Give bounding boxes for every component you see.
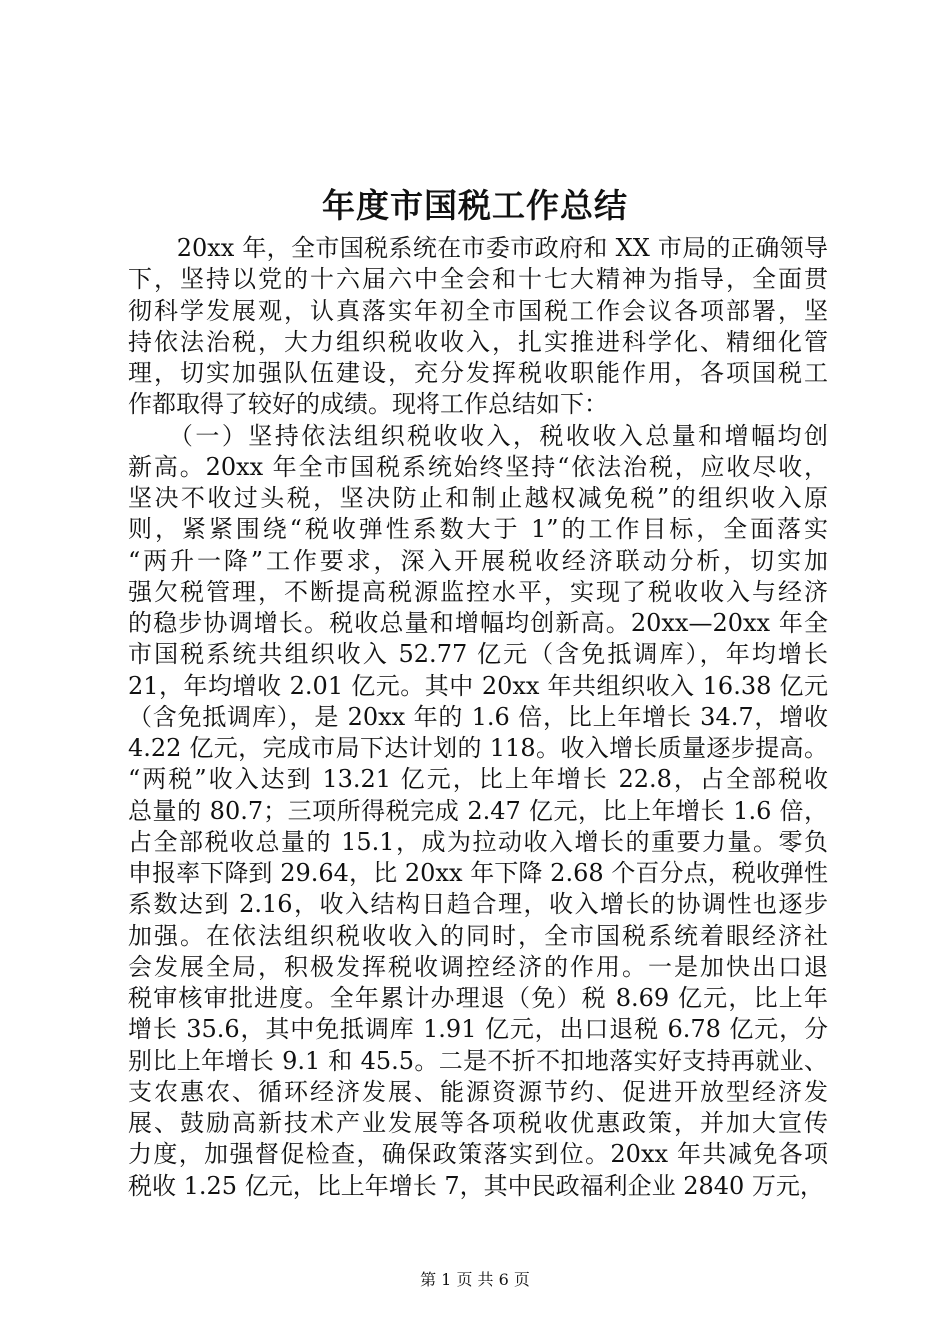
body-line: 总量的 80.7；三项所得税完成 2.47 亿元，比上年增长 1.6 倍， <box>128 796 828 825</box>
body-line: 占全部税收总量的 15.1，成为拉动收入增长的重要力量。零负 <box>128 827 828 856</box>
body-line: 税审核审批进度。全年累计办理退（免）税 8.69 亿元，比上年 <box>128 984 828 1012</box>
body-line: 会发展全局，积极发挥税收调控经济的作用。一是加快出口退 <box>128 952 828 981</box>
body-line: 持依法治税，大力组织税收收入，扎实推进科学化、精细化管 <box>128 327 828 356</box>
body-line: 彻科学发展观，认真落实年初全市国税工作会议各项部署，坚 <box>128 296 828 325</box>
body-line: 21，年均增收 2.01 亿元。其中 20xx 年共组织收入 16.38 亿元 <box>128 671 828 700</box>
document-title: 年度市国税工作总结 <box>322 186 628 225</box>
body-line: 的稳步协调增长。税收总量和增幅均创新高。20xx—20xx 年全 <box>128 609 828 637</box>
body-line: 下，坚持以党的十六届六中全会和十七大精神为指导，全面贯 <box>128 265 828 294</box>
page-footer: 第 1 页 共 6 页 <box>420 1270 530 1289</box>
body-line: 增长 35.6，其中免抵调库 1.91 亿元，出口退税 6.78 亿元，分 <box>128 1015 828 1044</box>
body-line: 力度，加强督促检查，确保政策落实到位。20xx 年共减免各项 <box>128 1140 828 1169</box>
body-line: 市国税系统共组织收入 52.77 亿元（含免抵调库），年均增长 <box>128 640 828 669</box>
body-line: 展、鼓励高新技术产业发展等各项税收优惠政策，并加大宣传 <box>128 1109 828 1137</box>
body-line: 申报率下降到 29.64，比 20xx 年下降 2.68 个百分点，税收弹性 <box>128 859 828 887</box>
body-line: 作都取得了较好的成绩。现将工作总结如下： <box>128 390 608 419</box>
body-line: 4.22 亿元，完成市局下达计划的 118。收入增长质量逐步提高。 <box>128 734 828 762</box>
body-line: “两税”收入达到 13.21 亿元，比上年增长 22.8，占全部税收 <box>128 765 828 794</box>
body-line: 坚决不收过头税，坚决防止和制止越权减免税”的组织收入原 <box>128 484 828 512</box>
body-line: 强欠税管理，不断提高税源监控水平，实现了税收收入与经济 <box>128 577 828 606</box>
body-line: 系数达到 2.16，收入结构日趋合理，收入增长的协调性也逐步 <box>128 890 828 919</box>
document-body <box>128 233 828 1202</box>
body-line: 支农惠农、循环经济发展、能源资源节约、促进开放型经济发 <box>128 1077 828 1106</box>
body-line: 加强。在依法组织税收收入的同时，全市国税系统着眼经济社 <box>128 921 828 950</box>
body-line: （含免抵调库），是 20xx 年的 1.6 倍，比上年增长 34.7，增收 <box>128 702 828 731</box>
body-line: 新高。20xx 年全市国税系统始终坚持“依法治税，应收尽收， <box>128 452 828 481</box>
body-line: 理，切实加强队伍建设，充分发挥税收职能作用，各项国税工 <box>128 359 828 387</box>
body-line: 税收 1.25 亿元，比上年增长 7，其中民政福利企业 2840 万元， <box>128 1171 824 1200</box>
body-line: “两升一降”工作要求，深入开展税收经济联动分析，切实加 <box>128 546 828 575</box>
body-line: 20xx 年，全市国税系统在市委市政府和 XX 市局的正确领导 <box>128 234 828 262</box>
body-line: （一）坚持依法组织税收收入，税收收入总量和增幅均创 <box>128 421 828 450</box>
body-line: 别比上年增长 9.1 和 45.5。二是不折不扣地落实好支持再就业、 <box>128 1046 828 1075</box>
body-line: 则，紧紧围绕“税收弹性系数大于 1”的工作目标，全面落实 <box>128 515 828 544</box>
